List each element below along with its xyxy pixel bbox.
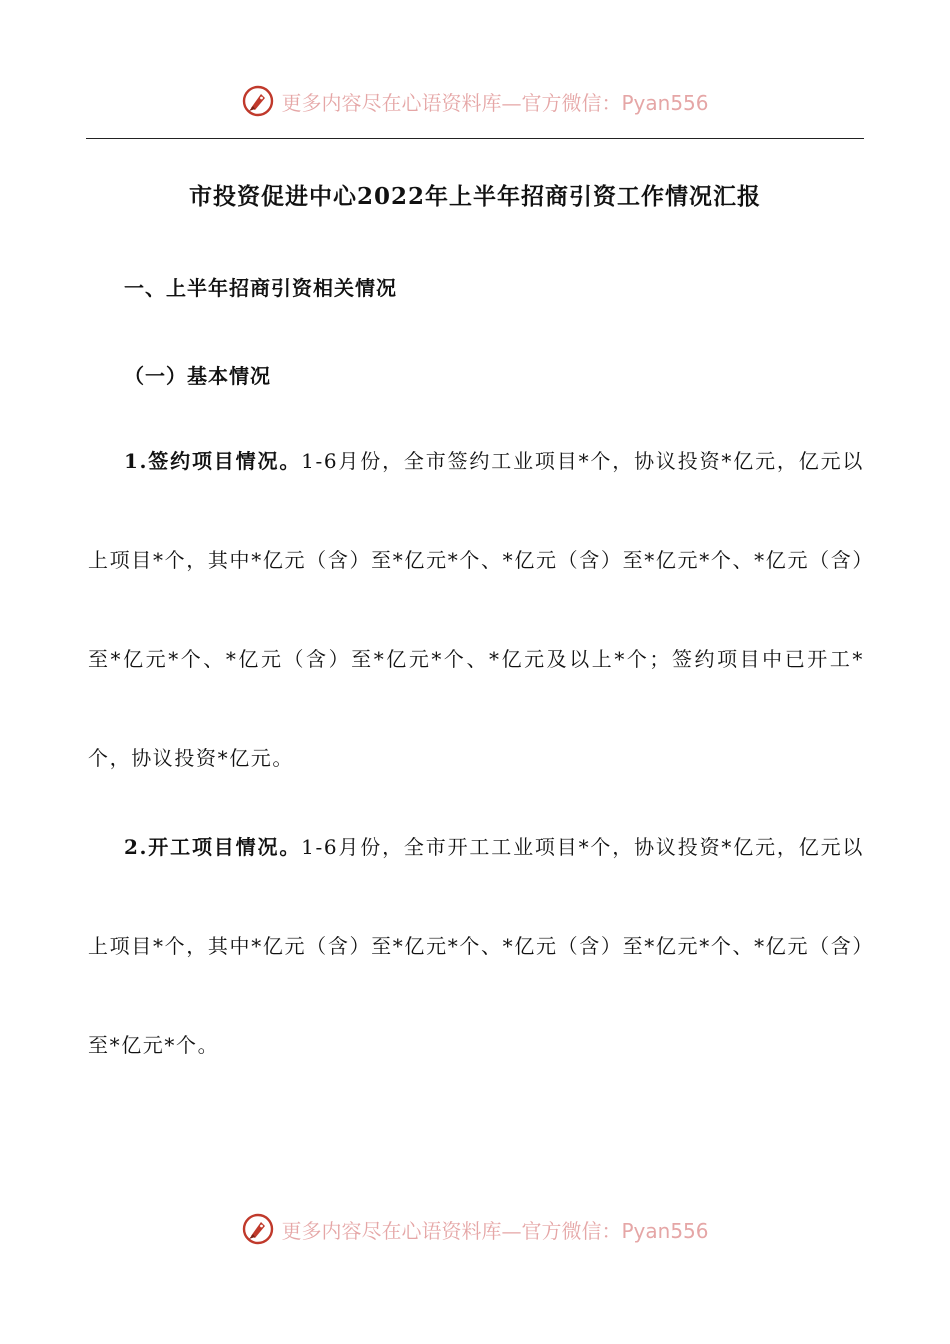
header-watermark (0, 84, 950, 118)
watermark-wechat-id: Pyan556 (621, 90, 709, 115)
paragraph-body: 1-6月份，全市签约工业项目*个，协议投资*亿元，亿元以上项目*个，其中*亿元（含）至*亿元*个、*亿元（含）至*亿元*个、*亿元（含）至*亿元*个、*亿元（含）至*亿元*个、*亿元及以上*个；签约项目中已开工*个，协议投资*亿元。 (88, 449, 864, 770)
pen-nib-logo-icon (241, 84, 275, 118)
watermark-wechat-id: Pyan556 (621, 1218, 709, 1243)
footer-watermark (0, 1212, 950, 1246)
watermark-text: 更多内容尽在心语资料库—官方微信：Pyan556 (281, 1218, 709, 1243)
header-divider (86, 138, 864, 139)
watermark-text: 更多内容尽在心语资料库—官方微信：Pyan556 (281, 90, 709, 115)
paragraph-started-projects (88, 798, 864, 1095)
paragraph-lead: 2.开工项目情况。 (124, 835, 302, 859)
document-title: 市投资促进中心2022年上半年招商引资工作情况汇报 (188, 183, 761, 210)
paragraph-lead: 1.签约项目情况。 (124, 449, 302, 473)
section-heading-1: 一、上半年招商引资相关情况 (124, 276, 397, 300)
subsection-heading-1: （一）基本情况 (124, 364, 271, 388)
paragraph-body: 1-6月份，全市开工工业项目*个，协议投资*亿元，亿元以上项目*个，其中*亿元（含）至*亿元*个、*亿元（含）至*亿元*个、*亿元（含）至*亿元*个。 (88, 835, 864, 1057)
pen-nib-logo-icon (241, 1212, 275, 1246)
paragraph-signed-projects (88, 412, 864, 808)
